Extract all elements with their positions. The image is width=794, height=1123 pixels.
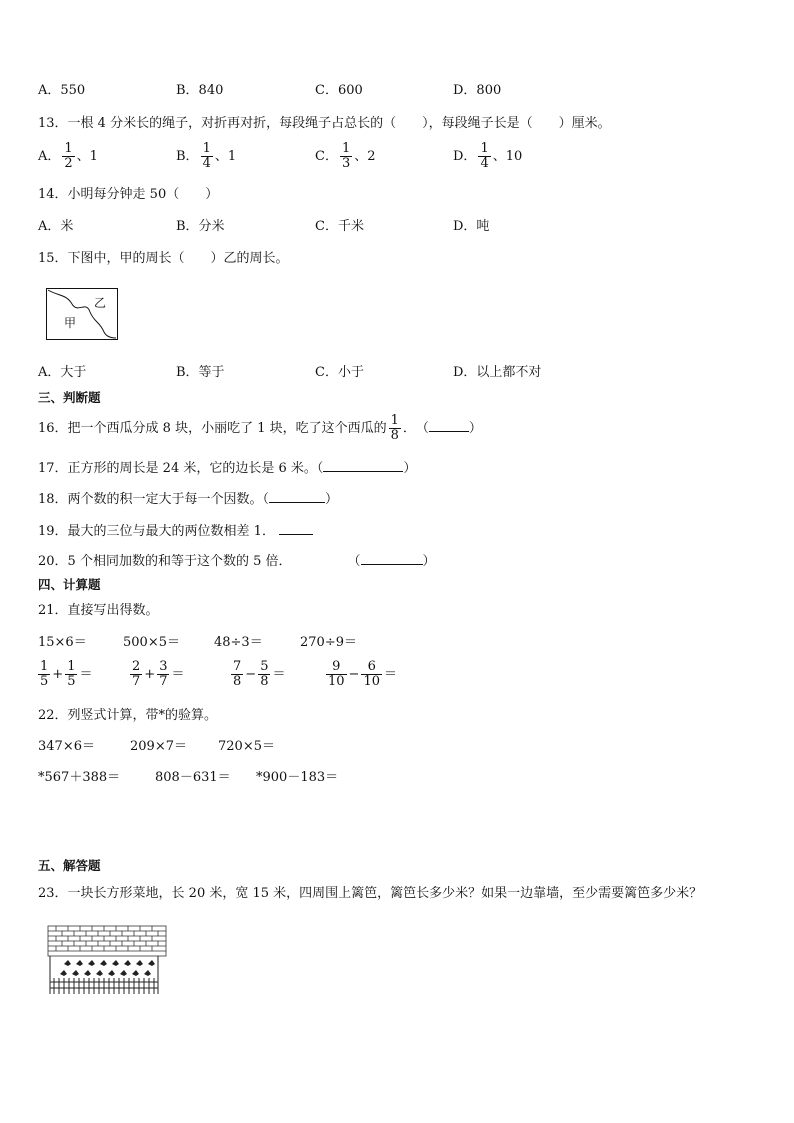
- q21-row2-item-4: $\frac{9}{10}$ − $\frac{6}{10}$ ＝: [328, 659, 398, 689]
- q21-question: 21．直接写出得数。: [38, 603, 159, 618]
- q16-question: 16．把一个西瓜分成 8 块，小丽吃了 1 块，吃了这个西瓜的 $\frac{1}{8}$ ． （ ）: [38, 413, 482, 443]
- q16-answer-blank[interactable]: [429, 419, 469, 432]
- q17-question: 17．正方形的周长是 24 米，它的边长是 6 米。（ ）: [38, 461, 417, 476]
- section-5-heading: 五、解答题: [38, 858, 101, 873]
- q15-label-jia: 甲: [64, 316, 77, 330]
- q21-row1-item-4: 270÷9＝: [300, 635, 357, 650]
- q21-row2-item-2: $\frac{2}{7}$ + $\frac{3}{7}$ ＝: [132, 659, 185, 689]
- q22-row2-item-2: 808－631＝: [155, 770, 231, 785]
- q12-option-b: B．840: [176, 83, 224, 98]
- q22-row1-item-3: 720×5＝: [218, 739, 275, 754]
- q15-option-a: A．大于: [38, 365, 87, 380]
- q18-answer-blank[interactable]: [269, 490, 325, 503]
- q23-question: 23．一块长方形菜地，长 20 米，宽 15 米，四周围上篱笆，篱笆长多少米？如果一边靠墙，至少需要篱笆多少米？: [38, 886, 703, 901]
- vegetable-plants: [60, 960, 155, 976]
- q15-option-b: B．等于: [176, 365, 225, 380]
- q14-option-c: C．千米: [315, 219, 364, 234]
- q21-row2-item-1: $\frac{1}{5}$ + $\frac{1}{5}$ ＝: [40, 659, 93, 689]
- q14-option-d: D．吨: [453, 219, 490, 234]
- q19-answer-blank[interactable]: [279, 522, 313, 535]
- q15-figure-drawing: [46, 288, 118, 340]
- q14-option-b: B．分米: [176, 219, 225, 234]
- q23-garden-figure: [46, 924, 170, 996]
- q19-question: 19．最大的三位与最大的两位数相差 1．: [38, 522, 313, 540]
- q14-option-a: A．米: [38, 219, 74, 234]
- q22-row2-item-3: *900－183＝: [256, 770, 339, 785]
- section-3-heading: 三、判断题: [38, 390, 101, 405]
- q15-option-c: C．小于: [315, 365, 364, 380]
- q22-row1-item-2: 209×7＝: [130, 739, 187, 754]
- section-4-heading: 四、计算题: [38, 577, 101, 592]
- brick-wall: [48, 926, 166, 956]
- q21-row2-item-3: $\frac{7}{8}$ − $\frac{5}{8}$ ＝: [233, 659, 286, 689]
- q17-answer-blank[interactable]: [323, 459, 403, 472]
- q12-option-a: A．550: [38, 83, 86, 98]
- q13-option-c: C． $\frac{1}{3}$ 、2: [315, 141, 376, 171]
- q13-option-d: D． $\frac{1}{4}$ 、10: [453, 141, 523, 171]
- q22-row1-item-1: 347×6＝: [38, 739, 95, 754]
- q21-row1-item-3: 48÷3＝: [214, 635, 263, 650]
- q13-option-b: B． $\frac{1}{4}$ 、1: [176, 141, 237, 171]
- q18-question: 18．两个数的积一定大于每一个因数。（ ）: [38, 492, 339, 507]
- q13-question: 13．一根 4 分米长的绳子，对折再对折，每段绳子占总长的（ ），每段绳子长是（ ）厘米。: [38, 116, 611, 131]
- q15-question: 15．下图中，甲的周长（ ）乙的周长。: [38, 251, 289, 266]
- q20-answer-blank[interactable]: [361, 552, 423, 565]
- q15-label-yi: 乙: [94, 296, 107, 310]
- q13-option-a: A． $\frac{1}{2}$ 、1: [38, 141, 98, 171]
- q22-question: 22．列竖式计算，带*的验算。: [38, 708, 218, 723]
- q14-question: 14．小明每分钟走 50（ ）: [38, 187, 219, 202]
- q15-figure: [46, 288, 118, 340]
- q22-row2-item-1: *567＋388＝: [38, 770, 121, 785]
- q15-option-d: D．以上都不对: [453, 365, 542, 380]
- q20-question: 20．5 个相同加数的和等于这个数的 5 倍． （ ）: [38, 554, 436, 569]
- q12-option-d: D．800: [453, 83, 502, 98]
- q21-row1-item-1: 15×6＝: [38, 635, 87, 650]
- q12-option-c: C．600: [315, 83, 363, 98]
- q21-row1-item-2: 500×5＝: [123, 635, 180, 650]
